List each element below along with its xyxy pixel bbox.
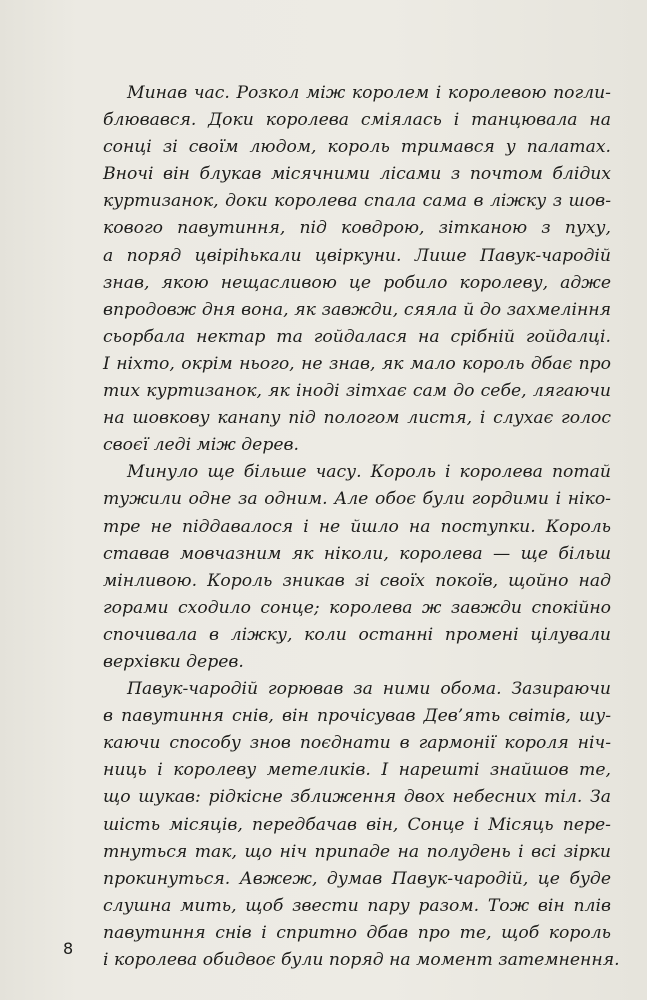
text-line: блювався. Доки королева сміялась і танцювала на: [103, 110, 611, 131]
text-line: кового павутиння, під ковдрою, зітканою з пуху,: [103, 218, 611, 239]
paragraph-1: [103, 80, 611, 459]
text-line: а поряд цвіріһькали цвіркуни. Лише Павук-чародій: [103, 245, 611, 266]
paragraph-3: [103, 676, 620, 974]
text-line: Вночі він блукав місячними лісами з почтом блідих: [103, 164, 611, 185]
text-line: мінливою. Король зникав зі своїх покоїв, щойно над: [103, 570, 611, 591]
text-line: слушна мить, щоб звести пару разом. Тож він плів: [103, 895, 611, 916]
text-line: ниць і королеву метеликів. І нарешті знайшов те,: [103, 760, 611, 781]
text-line: Минуло ще більше часу. Король і королева потай: [127, 462, 611, 483]
text-line: в павутиння снів, він прочісував Дев’ять світів, шу-: [103, 706, 611, 727]
text-line: тих куртизанок, як іноді зітхає сам до себе, лягаючи: [103, 381, 611, 402]
text-line: Минав час. Розкол між королем і королевою погли-: [127, 83, 611, 103]
body-text: [103, 80, 620, 974]
text-line: тнуться так, що ніч припаде на полудень і всі зірки: [103, 841, 611, 862]
text-line: і королева обидвоє були поряд на момент затемнення.: [103, 950, 620, 970]
text-line: прокинуться. Авжеж, думав Павук-чародій, це буде: [103, 868, 611, 889]
text-line: куртизанок, доки королева спала сама в ліжку з шов-: [103, 191, 611, 212]
text-line: павутиння снів і спритно дбав про те, щоб король: [103, 922, 611, 943]
text-line: каючи способу знов поєднати в гармонії короля ніч-: [103, 733, 611, 754]
text-line: сьорбала нектар та гойдалася на срібній гойдалці.: [103, 326, 611, 347]
text-line: спочивала в ліжку, коли останні промені цілували: [103, 624, 611, 645]
text-line: сонці зі своїм людом, король тримався у палатах.: [103, 137, 611, 158]
page-number: 8: [63, 939, 74, 958]
text-line: тре не піддавалося і не йшло на поступки. Король: [103, 516, 611, 537]
text-line: тужили одне за одним. Але обоє були гордими і ніко-: [103, 489, 611, 510]
text-line: впродовж дня вона, як завжди, сяяла й до захмеління: [103, 299, 611, 320]
text-line: І ніхто, окрім нього, не знав, як мало король дбає про: [103, 353, 611, 374]
text-line: на шовкову канапу під пологом листя, і слухає голос: [103, 408, 611, 429]
text-line: знав, якою нещасливою це робило королеву, адже: [103, 272, 611, 293]
text-line: своєї леді між дерев.: [103, 435, 299, 456]
text-line: ставав мовчазним як ніколи, королева — ще більш: [103, 543, 611, 564]
paragraph-2: [103, 459, 611, 676]
text-line: що шукав: рідкісне зближення двох небесних тіл. За: [103, 787, 611, 808]
text-line: Павук-чародій горював за ними обома. Зазираючи: [127, 679, 611, 700]
text-line: шість місяців, передбачав він, Сонце і Місяць пере-: [103, 814, 611, 835]
text-line: верхівки дерев.: [103, 651, 244, 672]
text-line: горами сходило сонце; королева ж завжди спокійно: [103, 597, 611, 618]
